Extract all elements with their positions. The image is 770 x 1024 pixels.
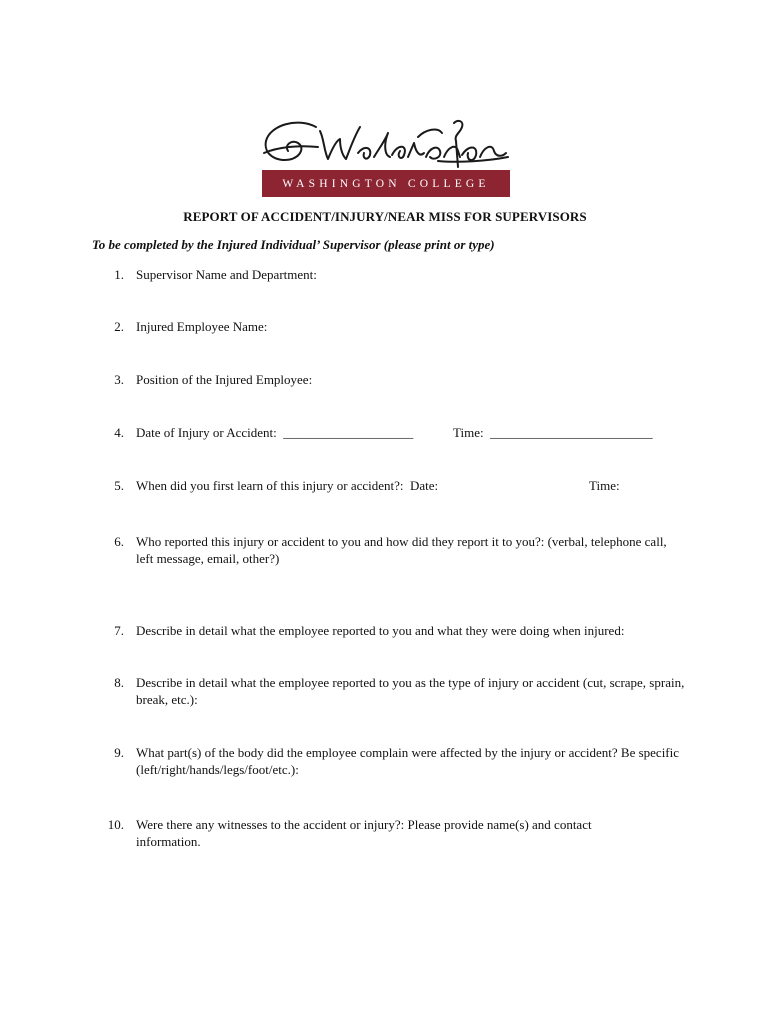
date-of-injury-field[interactable]: Date of Injury or Accident: ____________________ bbox=[136, 425, 414, 440]
question-number: 10. bbox=[107, 817, 124, 832]
question-text: Were there any witnesses to the accident or injury?: Please provide name(s) and contact information. bbox=[136, 817, 592, 849]
college-logo bbox=[258, 117, 510, 199]
question-text: Position of the Injured Employee: bbox=[136, 372, 313, 387]
first-learned-date-field[interactable]: When did you first learn of this injury or accident?: Date: bbox=[136, 478, 439, 493]
question-number: 1. bbox=[114, 267, 124, 282]
logo-band-text: WASHINGTON COLLEGE bbox=[282, 177, 490, 190]
question-number: 4. bbox=[114, 425, 124, 440]
first-learned-time-field[interactable]: Time: bbox=[589, 478, 620, 493]
question-number: 2. bbox=[114, 319, 124, 334]
question-text: Describe in detail what the employee reported to you as the type of injury or accident (cut, scrape, sprain, break, etc.): bbox=[136, 675, 685, 707]
question-text: Describe in detail what the employee reported to you and what they were doing when injured: bbox=[136, 623, 625, 638]
question-number: 3. bbox=[114, 372, 124, 387]
document-subtitle: To be completed by the Injured Individual’ Supervisor (please print or type) bbox=[92, 237, 495, 252]
question-number: 8. bbox=[114, 675, 124, 690]
logo-band bbox=[262, 170, 510, 197]
signature-logo-icon bbox=[258, 117, 510, 172]
document-title: REPORT OF ACCIDENT/INJURY/NEAR MISS FOR SUPERVISORS bbox=[183, 209, 587, 224]
time-of-injury-field[interactable]: Time: _________________________ bbox=[453, 425, 653, 440]
question-text: Supervisor Name and Department: bbox=[136, 267, 317, 282]
question-number: 7. bbox=[114, 623, 124, 638]
question-number: 5. bbox=[114, 478, 124, 493]
question-text: What part(s) of the body did the employee complain were affected by the injury or accident? Be specific (left/right/hands/legs/foot/etc.): bbox=[136, 745, 680, 777]
question-text: Who reported this injury or accident to you and how did they report it to you?: (verbal, telephone call, left message, email, other?) bbox=[136, 534, 667, 566]
question-text: Injured Employee Name: bbox=[136, 319, 268, 334]
question-number: 6. bbox=[114, 534, 124, 549]
question-number: 9. bbox=[114, 745, 124, 760]
